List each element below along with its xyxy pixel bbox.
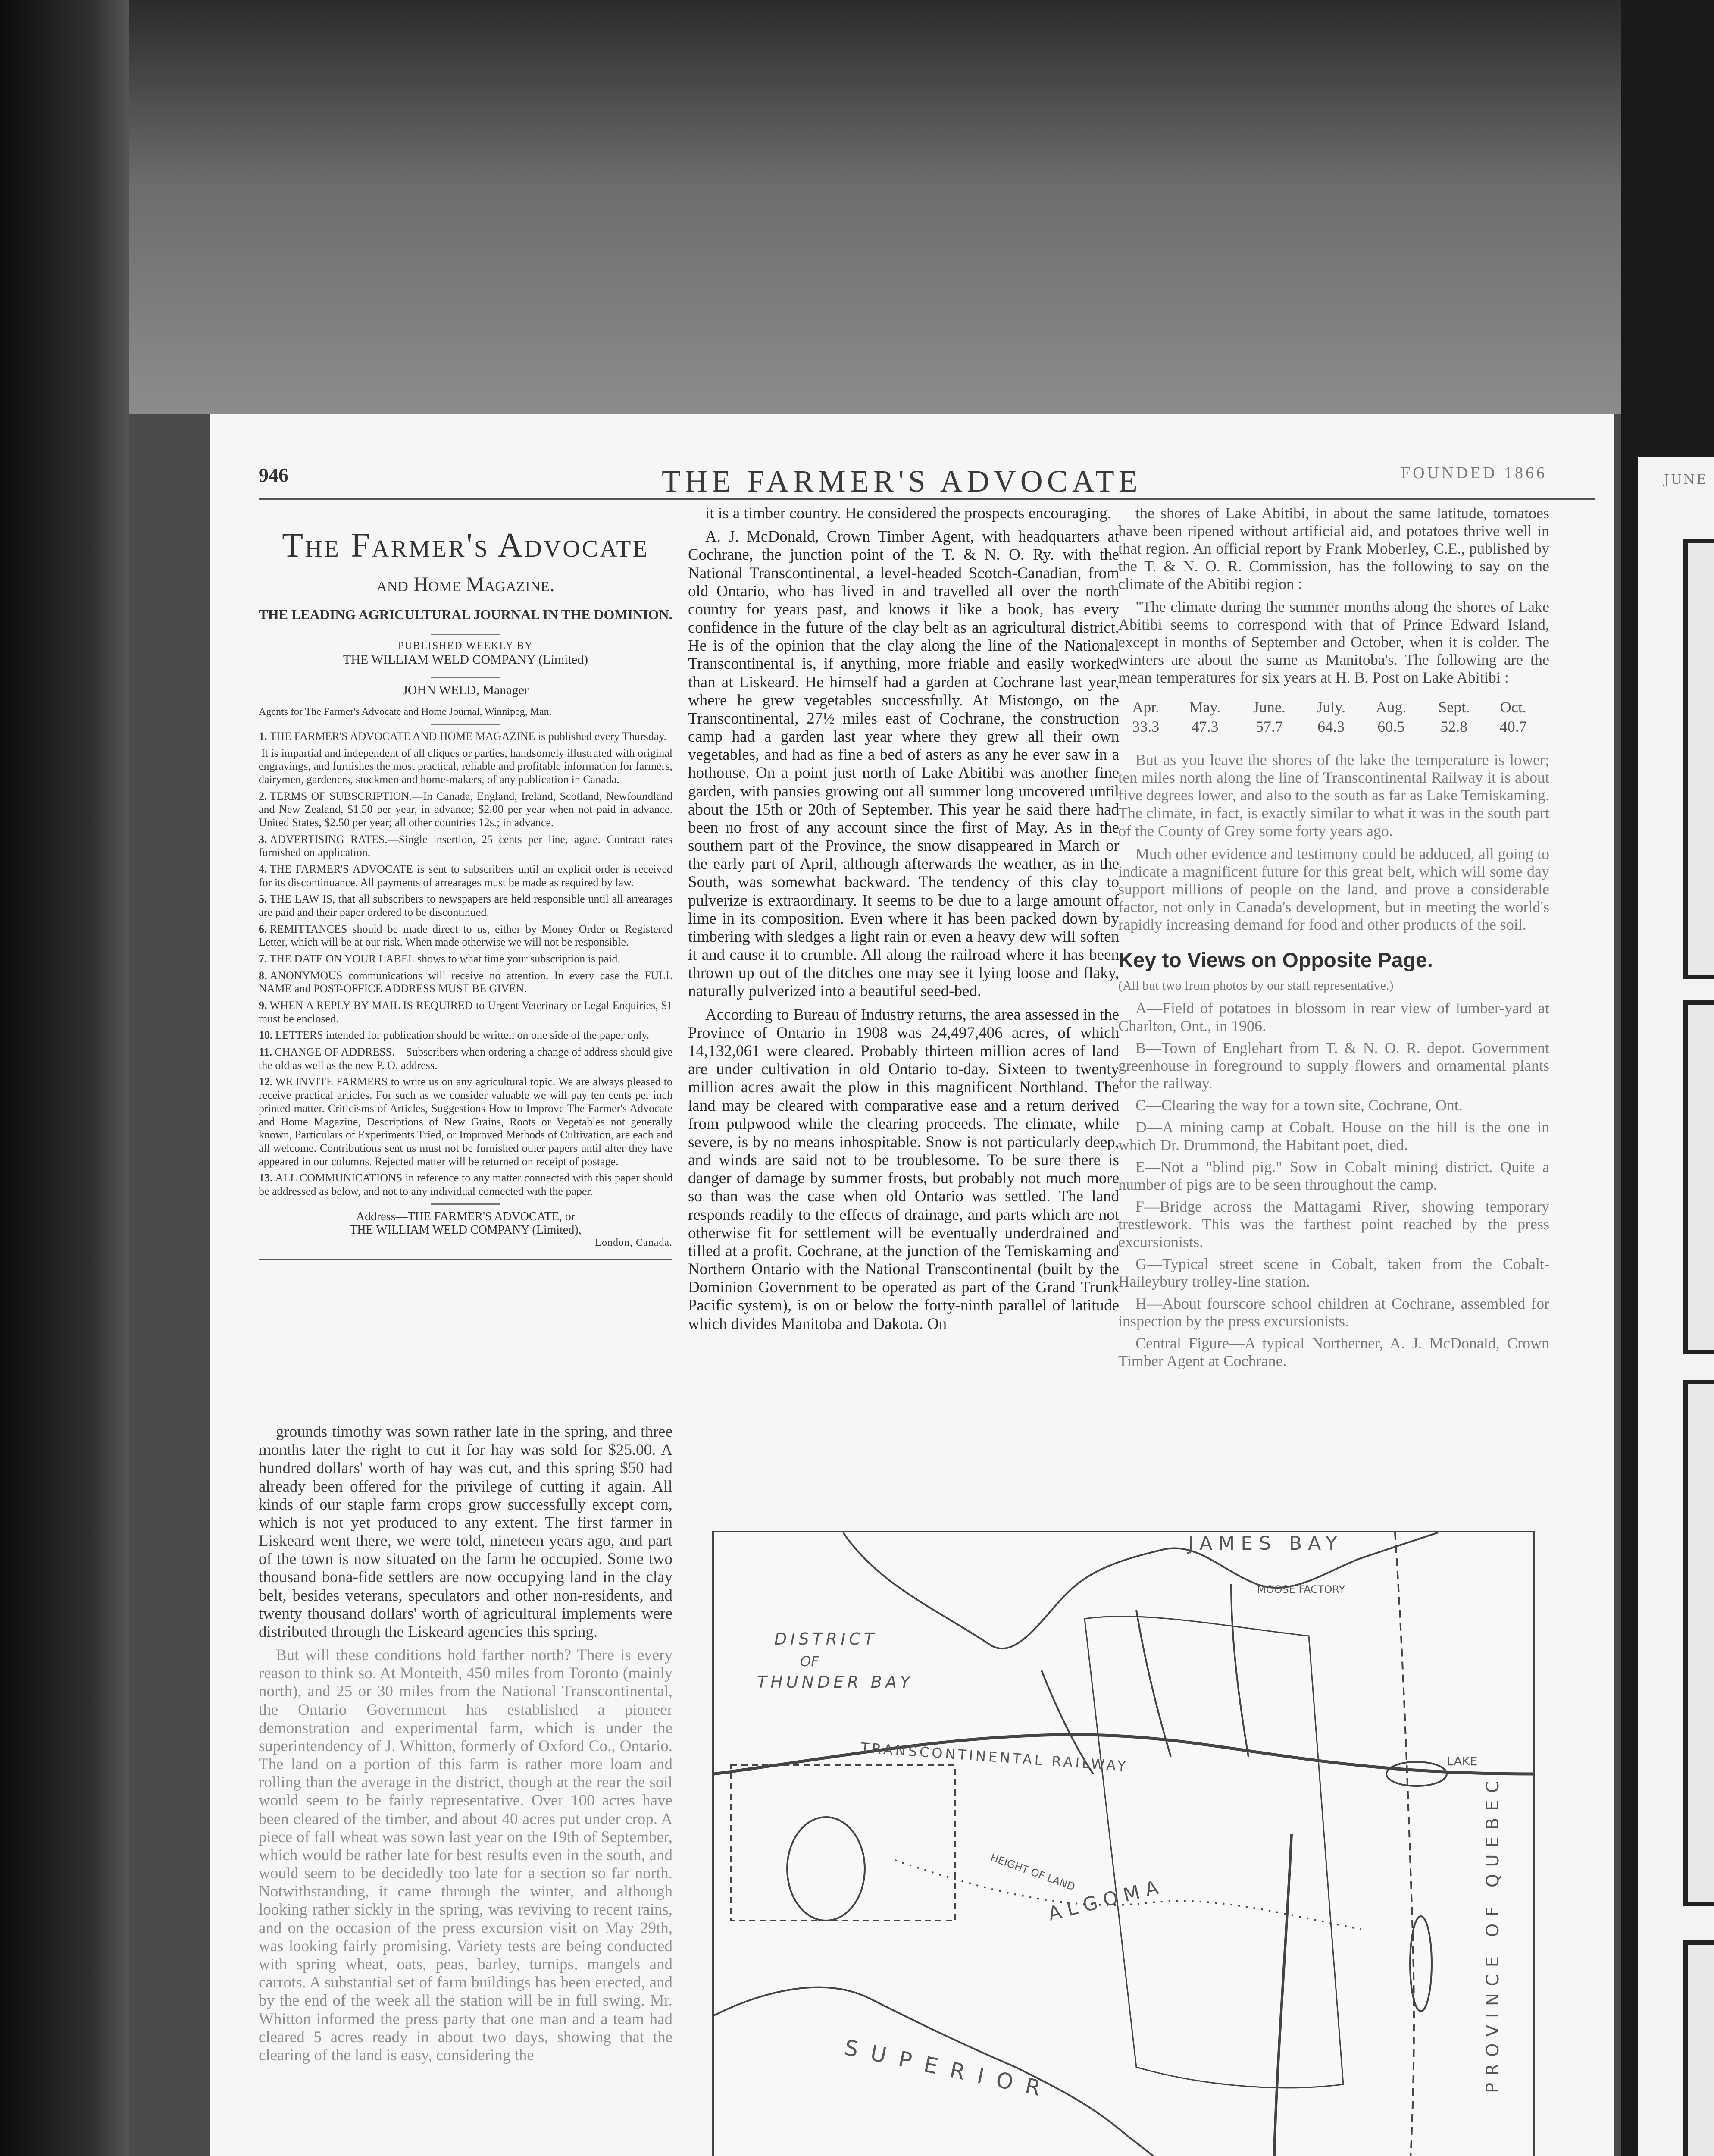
map-district-boundary (731, 1765, 955, 1921)
climate-months-row (1118, 698, 1541, 717)
right-column-article (1118, 505, 1549, 1374)
key-item: D—A mining camp at Cobalt. House on the hill is the one in which Dr. Drummond, the Habitant poet, died. (1118, 1118, 1549, 1153)
climate-month: July. (1317, 699, 1345, 716)
divider (431, 677, 500, 678)
left-column-article (259, 1423, 672, 2070)
notice-item (259, 730, 672, 743)
notice-number: 13. (259, 1172, 273, 1185)
climate-temp: 60.5 (1377, 718, 1405, 736)
notice-text: ADVERTISING RATES.—Single insertion, 25 cents per line, agate. Contract rates furnished on application. (259, 833, 672, 859)
manager-name: JOHN WELD, Manager (403, 683, 529, 697)
map-label-superior: SUPERIOR (842, 2035, 1056, 2104)
climate-month: June. (1253, 699, 1286, 716)
scan-background-top (0, 0, 1714, 414)
map-quebec-boundary (1395, 1532, 1414, 2156)
climate-month: Sept. (1438, 699, 1470, 716)
masthead (259, 513, 672, 1260)
notice-item (259, 863, 672, 889)
notice-item (259, 999, 672, 1025)
notice-text: WE INVITE FARMERS to write us on any agricultural topic. We are always pleased to receive practical articles. For such as we consider valuable we will pay ten cents per inch printed matter. Criticisms of Articles, Suggestions How to Improve The Farmer's Advocate and Home Magazine, Descriptions of New Grains, Roots or Vegetables not generally known, Particulars of Experiments Tried, or Improved Methods of Cultivation, are each and all welcome. Contributions sent us must not be furnished other papers until after they have appeared in our columns. Rejected matter will be returned on receipt of postage. (259, 1075, 672, 1168)
notice-item (259, 747, 672, 787)
map-river (1136, 1610, 1171, 1757)
notice-item (259, 833, 672, 859)
map-label-james-bay: JAMES BAY (1188, 1532, 1343, 1554)
climate-temp: 64.3 (1317, 718, 1345, 736)
map-lake-abitibi (1386, 1762, 1447, 1786)
map-river (1231, 1584, 1248, 1757)
map-lake-nipigon (787, 1817, 865, 1921)
climate-month: Oct. (1500, 699, 1526, 716)
notice-text: LETTERS intended for publication should be written on one side of the paper only. (275, 1029, 650, 1042)
page-number: 946 (259, 464, 288, 486)
adjacent-page-photo-frame (1683, 539, 1714, 979)
notice-text: THE FARMER'S ADVOCATE AND HOME MAGAZINE is published every Thursday. (269, 730, 667, 743)
climate-temps-row (1118, 717, 1541, 736)
notice-number: 2. (259, 790, 267, 802)
map-label-moose-factory: MOOSE FACTORY (1257, 1583, 1345, 1595)
article-paragraph: it is a timber country. He considered the prospects encouraging. (705, 505, 1111, 522)
adjacent-page-photo-frame (1683, 1380, 1714, 1906)
binding-shadow-left (0, 0, 129, 2156)
divider (431, 724, 500, 725)
key-list (1118, 1000, 1549, 1370)
adjacent-page-header: JUNE (1664, 472, 1708, 487)
key-intro: (All but two from photos by our staff representative.) (1118, 978, 1394, 993)
notice-number: 5. (259, 893, 267, 906)
climate-temp: 57.7 (1255, 718, 1283, 736)
map-label-of: OF (800, 1653, 819, 1670)
key-item: B—Town of Englehart from T. & N. O. R. depot. Government greenhouse in foreground to supply flowers and ornamental plants for the railway. (1118, 1039, 1549, 1092)
climate-month: Aug. (1376, 699, 1407, 716)
map-label-lake: LAKE (1447, 1754, 1478, 1768)
key-heading: Key to Views on Opposite Page. (1118, 949, 1433, 972)
subscription-notices (259, 730, 672, 1198)
article-paragraph: A. J. McDonald, Crown Timber Agent, with headquarters at Cochrane, the junction point of the T. & N. O. Ry. with the National Transcontinental, a level-headed Scotch-Canadian, from old Ontario, who has lived in and travelled all over the north country for years past, and knows it like a book, has every confidence in the future of the clay belt as an agricultural district. He is of the opinion that the clay along the line of the National Transcontinental is, if anything, more friable and easily worked than at Liskeard. He himself had a garden at Cochrane last year, where he grew vegetables successfully. At Mistongo, on the Transcontinental, 27½ miles east of Cochrane, the construction camp had a garden last year where they grew all their own vegetables, and had as fine a bed of asters as any he ever saw in a hothouse. On a point just north of Lake Abitibi was another fine garden, with pansies growing out all summer long uncovered until about the 15th or 20th of September. This year he said there had been no frost of any account since the first of May. As in the southern part of the Province, the snow disappeared in March or the early part of April, although afterwards the weather, as in the South, was somewhat backward. The tendency of this clay to pulverize is extraordinary. It seems to be due to a large amount of lime in its composition. Even where it has been packed down by timbering with sledges a light rain or even a heavy dew will soften it and cause it to crumble. All along the railroad where it has been thrown up out of the ditches one may see it lying loose and flaky, naturally pulverized into a beautiful seed-bed. (688, 528, 1119, 1000)
map-label-height-of-land: HEIGHT OF LAND (988, 1851, 1077, 1893)
notice-text: ANONYMOUS communications will receive no attention. In every case the FULL NAME and POST-OFFICE ADDRESS MUST BE GIVEN. (259, 969, 672, 995)
notice-text: It is impartial and independent of all cliques or parties, handsomely illustrated with original engravings, and furnishes the most practical, reliable and profitable information for farmers, dairymen, gardeners, stockmen and home-makers, of any publication in Canada. (259, 746, 672, 786)
notice-text: REMITTANCES should be made direct to us, either by Money Order or Registered Letter, which will be at our risk. When made otherwise we will not be responsible. (259, 922, 672, 949)
notice-number: 3. (259, 833, 267, 846)
notice-number: 9. (259, 999, 267, 1012)
notice-number: 8. (259, 969, 267, 982)
notice-text: THE DATE ON YOUR LABEL shows to what time your subscription is paid. (269, 953, 620, 965)
clay-belt-map (712, 1531, 1535, 2156)
key-item: E—Not a "blind pig." Sow in Cobalt mining district. Quite a number of pigs are to be seen throughout the camp. (1118, 1158, 1549, 1193)
map-drawing (714, 1532, 1533, 2156)
notice-item (259, 893, 672, 919)
agents-note: Agents for The Farmer's Advocate and Home Journal, Winnipeg, Man. (259, 706, 552, 718)
article-paragraph: grounds timothy was sown rather late in the spring, and three months later the right to cut it for hay was sold for $25.00. A hundred dollars' worth of hay was cut, and this spring $50 had already been offered for the privilege of cutting it again. All kinds of our staple farm crops grow successfully except corn, which is not yet produced to any extent. The first farmer in Liskeard went there, we were told, nineteen years ago, and part of the town is now situated on the farm he occupied. Some two thousand bona-fide settlers are now occupying land in the clay belt, besides veterans, speculators and other non-residents, and twenty thousand dollars' worth of agricultural implements were distributed through the Liskeard agencies this spring. (259, 1423, 672, 1641)
notice-text: WHEN A REPLY BY MAIL IS REQUIRED to Urgent Veterinary or Legal Enquiries, $1 must be enclosed. (259, 999, 672, 1025)
masthead-tagline: THE LEADING AGRICULTURAL JOURNAL IN THE DOMINION. (259, 606, 672, 622)
adjacent-page-photo-frame (1683, 1940, 1714, 2156)
climate-temp: 52.8 (1440, 718, 1468, 736)
article-paragraph: the shores of Lake Abitibi, in about the same latitude, tomatoes have been ripened without artificial aid, and potatoes thrive well in that region. An official report by Frank Moberley, C.E., published by the T. & N. O. R. Commission, has the following to say on the climate of the Abitibi region : (1118, 505, 1549, 593)
climate-month: May. (1189, 699, 1221, 716)
notice-item (259, 790, 672, 830)
article-paragraph: But as you leave the shores of the lake the temperature is lower; ten miles north along the line of Transcontinental Railway it is about five degrees lower, and also to the south as far as Lake Temiskaming. The climate, in fact, is exactly similar to what it was in the south part of the County of Grey some forty years ago. (1118, 751, 1549, 840)
map-label-district: DISTRICT (774, 1630, 878, 1648)
key-item: G—Typical street scene in Cobalt, taken from the Cobalt-Haileybury trolley-line station. (1118, 1255, 1549, 1291)
notice-number: 7. (259, 953, 267, 965)
publisher-name: THE WILLIAM WELD COMPANY (Limited) (343, 652, 588, 667)
notice-item (259, 953, 672, 966)
notice-item (259, 1046, 672, 1072)
masthead-bottom-rule (259, 1258, 672, 1260)
notice-item (259, 969, 672, 996)
map-label-algoma: ALGOMA (1046, 1875, 1167, 1925)
address-line: London, Canada. (595, 1237, 672, 1249)
masthead-title: The Farmer's Advocate (282, 526, 649, 564)
notice-number: 6. (259, 922, 267, 935)
masthead-subtitle: and Home Magazine. (376, 573, 555, 596)
key-item: F—Bridge across the Mattagami River, showing temporary trestlework. This was the farthest point reached by the press excursionists. (1118, 1197, 1549, 1250)
key-item: Central Figure—A typical Northerner, A. J. McDonald, Crown Timber Agent at Cochrane. (1118, 1335, 1549, 1370)
map-tn-o-railway (1273, 1834, 1292, 2156)
notice-text: ALL COMMUNICATIONS in reference to any matter connected with this paper should be addressed as below, and not to any individual connected with the paper. (259, 1172, 672, 1197)
notice-number: 4. (259, 863, 267, 876)
published-weekly-note: PUBLISHED WEEKLY BY (398, 640, 533, 652)
notice-number: 11. (259, 1046, 272, 1059)
notice-item (259, 1172, 672, 1198)
address-line: THE WILLIAM WELD COMPANY (Limited), (350, 1223, 582, 1237)
notice-item (259, 1075, 672, 1168)
middle-column-article (688, 505, 1119, 1338)
notice-number: 12. (259, 1075, 273, 1088)
climate-temp: 40.7 (1499, 718, 1527, 736)
map-label-quebec: PROVINCE OF QUEBEC (1483, 1774, 1503, 2093)
article-paragraph: Much other evidence and testimony could be adduced, all going to indicate a magnificent future for this great belt, which will some day support millions of people on the land, and prove a considerable factor, not only in Canada's development, but in meeting the world's rapidly increasing demand for food and other products of the soil. (1118, 845, 1549, 933)
notice-text: THE LAW IS, that all subscribers to newspapers are held responsible until all arrearages are paid and their paper ordered to be discontinued. (259, 893, 672, 919)
key-item: A—Field of potatoes in blossom in rear view of lumber-yard at Charlton, Ont., in 1906. (1118, 999, 1549, 1034)
article-paragraph: But will these conditions hold farther north? There is every reason to think so. At Monteith, 450 miles from Toronto (mainly north), and 25 or 30 miles from the National Transcontinental, the Ontario Government has established a pioneer demonstration and experimental farm, which is under the superintendency of J. Whitton, formerly of Oxford Co., Ontario. The land on a portion of this farm is rather more loam and rolling than the average in the district, though at the rear the soil would seem to be fairly representative. Over 100 acres have been cleared of the timber, and about 40 acres put under crop. A piece of fall wheat was sown last year on the 19th of September, which would be rather late for best results even in the south, and would seem to be decidedly too late for a section so far north. Notwithstanding, it came through the winter, and although looking rather sickly in the spring, was reviving to recent rains, and on the occasion of the press excursion visit on May 29th, was looking fairly promising. Variety tests are being conducted with spring wheat, oats, peas, barley, turnips, mangels and carrots. A substantial set of farm buildings has been erected, and by the end of the week all the station will be in full swing. Mr. Whitton informed the press party that one man and a team had cleared 5 acres ready in about two days, showing that the clearing of the land is easy, considering the (259, 1646, 672, 2064)
running-title: THE FARMER'S ADVOCATE (662, 464, 1142, 498)
divider (431, 634, 500, 635)
climate-month: Apr. (1132, 699, 1160, 716)
notice-item (259, 1029, 672, 1042)
climate-temp: 47.3 (1191, 718, 1219, 736)
map-label-thunder-bay: THUNDER BAY (757, 1673, 914, 1692)
climate-table (1118, 698, 1541, 736)
key-item: C—Clearing the way for a town site, Cochrane, Ont. (1135, 1096, 1463, 1114)
notice-item (259, 923, 672, 949)
address-line: Address—THE FARMER'S ADVOCATE, or (356, 1210, 576, 1223)
adjacent-page-photo-frame (1683, 1000, 1714, 1354)
header-rule (259, 498, 1595, 500)
notice-text: TERMS OF SUBSCRIPTION.—In Canada, England, Ireland, Scotland, Newfoundland and New Zealand, $1.50 per year, in advance; $2.00 per year when not paid in advance. United States, $2.50 per year; all other countries 12s.; in advance. (259, 790, 672, 829)
map-clay-belt-outline (1085, 1617, 1343, 2088)
notice-number: 1. (259, 730, 267, 743)
notice-number: 10. (259, 1029, 273, 1042)
article-paragraph: "The climate during the summer months along the shores of Lake Abitibi seems to correspond with that of Prince Edward Island, except in months of September and October, when it is colder. The winters are about the same as Manitoba's. The following are the mean temperatures for six years at H. B. Post on Lake Abitibi : (1118, 598, 1549, 686)
notice-text: CHANGE OF ADDRESS.—Subscribers when ordering a change of address should give the old as well as the new P. O. address. (259, 1046, 672, 1072)
article-paragraph: According to Bureau of Industry returns, the area assessed in the Province of Ontario in 1908 was 24,497,406 acres, of which 14,132,061 were cleared. Probably thirteen million acres of land are under cultivation in old Ontario to-day. Sixteen to twenty million acres await the plow in this magnificent Northland. The land may be cleared with comparative ease and a return derived from pulpwood while the clearing proceeds. The climate, while severe, is by no means inhospitable. Snow is not particularly deep, and winds are said not to be troublesome. To be sure there is danger of damage by summer frosts, but probably not much more so than was the case when old Ontario was settled. The land responds readily to the effects of drainage, and parts which are not otherwise fit for settlement will be eventually underdrained and tilled at a profit. Cochrane, at the junction of the Temiskaming and Northern Ontario with the National Transcontinental (built by the Dominion Government to be operated as part of the Grand Trunk Pacific system), is on or below the forty-ninth parallel of latitude which divides Manitoba and Dakota. On (688, 1006, 1119, 1333)
notice-text: THE FARMER'S ADVOCATE is sent to subscribers until an explicit order is received for its discontinuance. All payments of arrearages must be made as required by law. (259, 863, 672, 889)
key-item: H—About fourscore school children at Cochrane, assembled for inspection by the press excursionists. (1118, 1295, 1549, 1330)
divider (431, 1203, 500, 1205)
founded-note: FOUNDED 1866 (1401, 464, 1548, 482)
map-label-railway: TRANSCONTINENTAL RAILWAY (860, 1739, 1129, 1775)
climate-temp: 33.3 (1132, 718, 1160, 736)
